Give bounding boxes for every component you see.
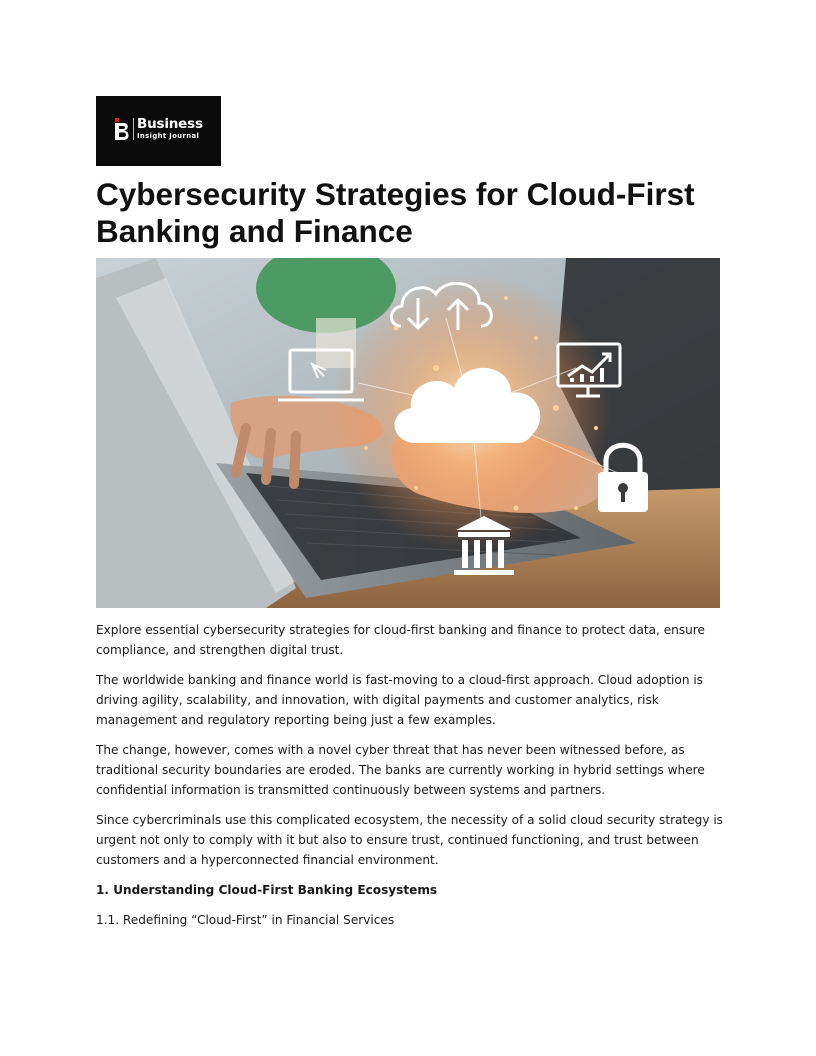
logo-divider [133,118,134,140]
article-title: Cybersecurity Strategies for Cloud-First Banking and Finance [96,176,695,249]
b-logo-icon [115,118,131,140]
intro-paragraph: Explore essential cybersecurity strategies for cloud-first banking and finance to protect data, ensure compliance, and strengthen digital trust. [96,623,705,657]
logo-brand-top: Business [137,116,203,132]
body-paragraph: The worldwide banking and finance world is fast-moving to a cloud-first approach. Cloud adoption is driving agility, scalability, and innovation, with digital payments and customer analytics, risk management and regulatory reporting being just a few examples. [96,673,703,727]
article-body [96,620,724,940]
section-heading: 1. Understanding Cloud-First Banking Ecosystems [96,883,438,897]
subsection-heading: 1.1. Redefining “Cloud-First” in Financial Services [96,913,395,927]
body-paragraph: The change, however, comes with a novel cyber threat that has never been witnessed before, as traditional security boundaries are eroded. The banks are currently working in hybrid settings where confidential information is transmitted continuously between systems and partners. [96,743,705,797]
hero-image [96,258,720,608]
logo-brand-bottom: Insight Journal [137,132,200,140]
publication-logo[interactable] [96,96,221,166]
body-paragraph: Since cybercriminals use this complicated ecosystem, the necessity of a solid cloud security strategy is urgent not only to comply with it but also to ensure trust, continued functioning, and trust between customers and a hyperconnected financial environment. [96,813,723,867]
